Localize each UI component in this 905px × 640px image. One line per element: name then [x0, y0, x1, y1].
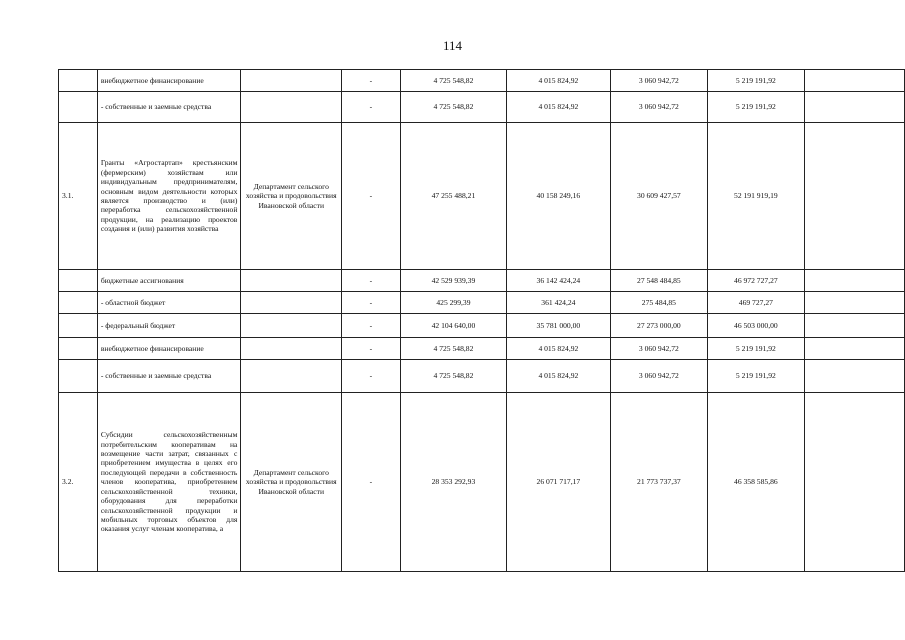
- row-name: Субсидии сельскохозяйственным потребительским кооперативам на возмещение части затрат, связанных с приобретением имущества в целях его последующей передачи в собственность членов кооператива, приобретением сельскохозяйственной техники, оборудования для переработки сельскохозяйственной продукции и мобильных торговых объектов для оказания услуг членам кооператива, а: [97, 393, 241, 572]
- row-number: [59, 338, 98, 360]
- row-value-2: 36 142 424,24: [507, 270, 610, 292]
- row-value-4: 469 727,27: [708, 292, 805, 314]
- row-value-1: 4 725 548,82: [400, 360, 506, 393]
- table-row: [59, 393, 905, 572]
- row-extra: [804, 314, 904, 338]
- row-value-3: 3 060 942,72: [610, 338, 708, 360]
- row-extra: [804, 270, 904, 292]
- row-number: [59, 270, 98, 292]
- row-extra: [804, 393, 904, 572]
- row-executor: [241, 292, 342, 314]
- row-value-1: 42 529 939,39: [400, 270, 506, 292]
- row-value-4: 52 191 919,19: [708, 123, 805, 270]
- row-value-4: 5 219 191,92: [708, 360, 805, 393]
- row-value-3: 3 060 942,72: [610, 360, 708, 393]
- row-value-3: 275 484,85: [610, 292, 708, 314]
- row-value-2: 361 424,24: [507, 292, 610, 314]
- row-name: внебюджетное финансирование: [97, 70, 241, 92]
- row-flag: -: [342, 123, 401, 270]
- row-extra: [804, 123, 904, 270]
- row-flag: -: [342, 70, 401, 92]
- table-row: [59, 338, 905, 360]
- table-row: [59, 360, 905, 393]
- row-value-1: 4 725 548,82: [400, 92, 506, 123]
- row-flag: -: [342, 292, 401, 314]
- row-name: - федеральный бюджет: [97, 314, 241, 338]
- row-number: 3.2.: [59, 393, 98, 572]
- row-value-3: 30 609 427,57: [610, 123, 708, 270]
- row-value-4: 5 219 191,92: [708, 70, 805, 92]
- row-value-2: 4 015 824,92: [507, 338, 610, 360]
- row-value-4: 46 972 727,27: [708, 270, 805, 292]
- table-row: [59, 123, 905, 270]
- row-executor: [241, 314, 342, 338]
- row-value-2: 26 071 717,17: [507, 393, 610, 572]
- row-number: [59, 360, 98, 393]
- row-number: [59, 292, 98, 314]
- row-number: [59, 92, 98, 123]
- table-row: [59, 70, 905, 92]
- row-value-4: 5 219 191,92: [708, 338, 805, 360]
- row-value-3: 3 060 942,72: [610, 70, 708, 92]
- row-value-1: 42 104 640,00: [400, 314, 506, 338]
- row-executor: Департамент сельского хозяйства и продовольствия Ивановской области: [241, 123, 342, 270]
- row-name: бюджетные ассигнования: [97, 270, 241, 292]
- row-name: Гранты «Агростартап» крестьянским (фермерским) хозяйствам или индивидуальным предпринимателям, основным видом деятельности которых является производство и (или) переработка сельскохозяйственной продукции, на реализацию проектов создания и (или) развития хозяйства: [97, 123, 241, 270]
- row-value-1: 4 725 548,82: [400, 338, 506, 360]
- table-row: [59, 314, 905, 338]
- table-row: [59, 270, 905, 292]
- row-name: - собственные и заемные средства: [97, 360, 241, 393]
- row-flag: -: [342, 314, 401, 338]
- row-value-1: 28 353 292,93: [400, 393, 506, 572]
- row-extra: [804, 360, 904, 393]
- row-number: [59, 314, 98, 338]
- row-value-1: 4 725 548,82: [400, 70, 506, 92]
- row-value-4: 46 358 585,86: [708, 393, 805, 572]
- row-value-2: 40 158 249,16: [507, 123, 610, 270]
- row-value-2: 4 015 824,92: [507, 360, 610, 393]
- row-executor: Департамент сельского хозяйства и продовольствия Ивановской области: [241, 393, 342, 572]
- row-value-2: 35 781 000,00: [507, 314, 610, 338]
- row-flag: -: [342, 270, 401, 292]
- row-value-4: 5 219 191,92: [708, 92, 805, 123]
- row-extra: [804, 292, 904, 314]
- row-value-3: 27 273 000,00: [610, 314, 708, 338]
- row-flag: -: [342, 338, 401, 360]
- row-flag: -: [342, 360, 401, 393]
- row-value-2: 4 015 824,92: [507, 70, 610, 92]
- row-name: - собственные и заемные средства: [97, 92, 241, 123]
- row-number: 3.1.: [59, 123, 98, 270]
- page-number: 114: [442, 38, 463, 53]
- budget-table: [58, 69, 905, 572]
- row-value-1: 425 299,39: [400, 292, 506, 314]
- row-value-3: 21 773 737,37: [610, 393, 708, 572]
- row-name: - областной бюджет: [97, 292, 241, 314]
- row-executor: [241, 270, 342, 292]
- row-executor: [241, 92, 342, 123]
- row-value-4: 46 503 000,00: [708, 314, 805, 338]
- row-extra: [804, 92, 904, 123]
- row-extra: [804, 338, 904, 360]
- row-extra: [804, 70, 904, 92]
- row-value-3: 3 060 942,72: [610, 92, 708, 123]
- row-value-3: 27 548 484,85: [610, 270, 708, 292]
- row-executor: [241, 70, 342, 92]
- table-row: [59, 292, 905, 314]
- row-executor: [241, 360, 342, 393]
- table-row: [59, 92, 905, 123]
- row-number: [59, 70, 98, 92]
- row-executor: [241, 338, 342, 360]
- row-flag: -: [342, 92, 401, 123]
- row-flag: -: [342, 393, 401, 572]
- row-value-2: 4 015 824,92: [507, 92, 610, 123]
- row-name: внебюджетное финансирование: [97, 338, 241, 360]
- row-value-1: 47 255 488,21: [400, 123, 506, 270]
